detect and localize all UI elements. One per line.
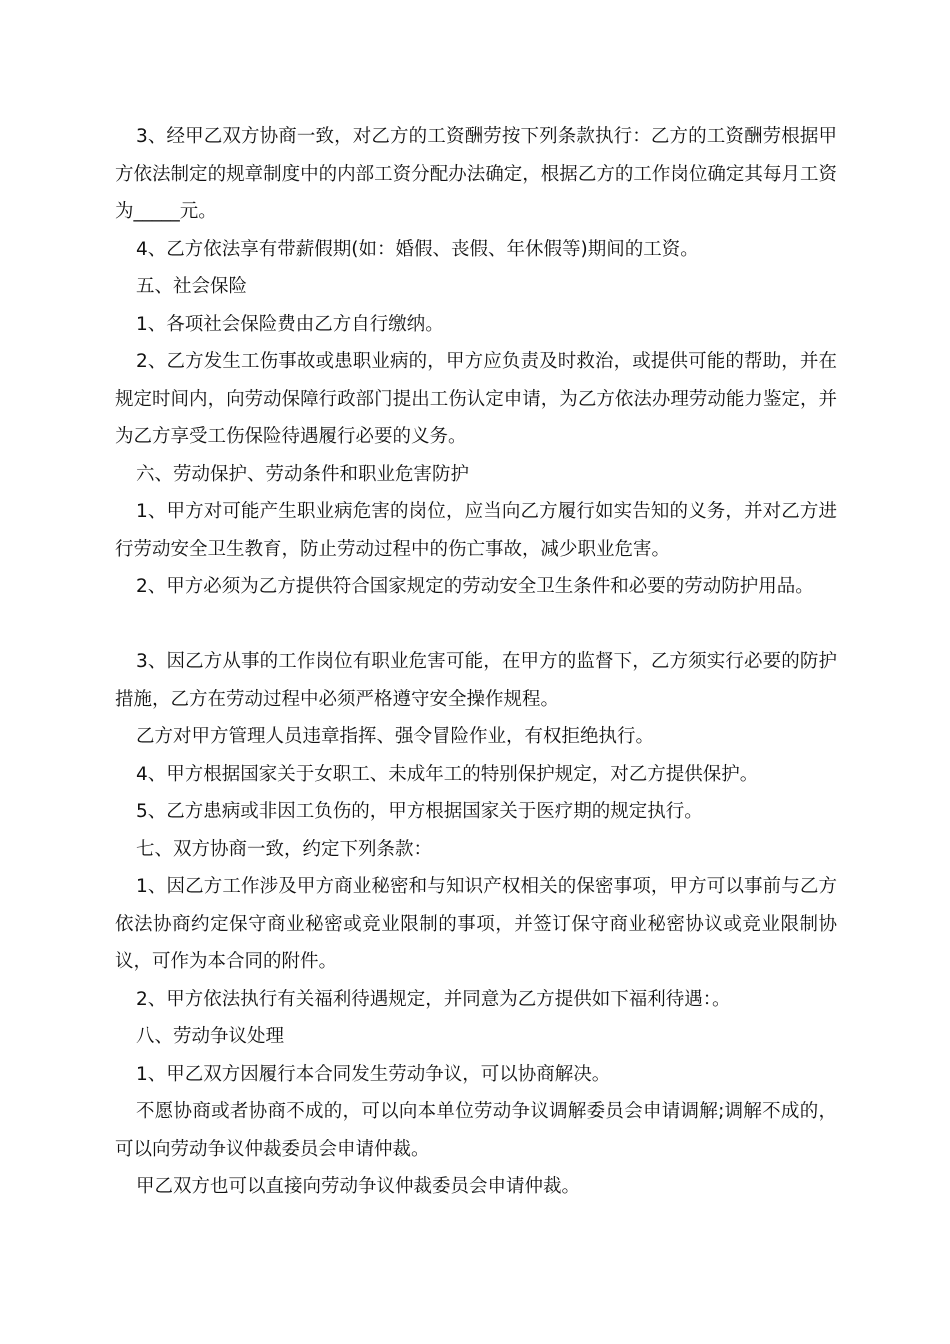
paragraph-negotiation: 1、甲乙双方因履行本合同发生劳动争议，可以协商解决。 <box>136 1063 611 1085</box>
section-heading-labor-protection: 六、劳动保护、劳动条件和职业危害防护 <box>136 463 470 485</box>
section-heading-social-insurance: 五、社会保险 <box>136 276 248 297</box>
paragraph-medical-period: 5、乙方患病或非因工负伤的，甲方根据国家关于医疗期的规定执行。 <box>136 801 703 822</box>
paragraph-safety-measures: 3、因乙方从事的工作岗位有职业危害可能，在甲方的监督下，乙方须实行必要的防护措施，乙方在劳动过程中必须严格遵守安全操作规程。 <box>115 651 837 710</box>
paragraph-spacer <box>115 606 837 644</box>
paragraph-arbitration: 甲乙双方也可以直接向劳动争议仲裁委员会申请仲裁。 <box>136 1176 581 1197</box>
paragraph-protective-equipment: 2、甲方必须为乙方提供符合国家规定的劳动安全卫生条件和必要的劳动防护用品。 <box>136 576 814 597</box>
paragraph-work-injury: 2、乙方发生工伤事故或患职业病的，甲方应负责及时救治，或提供可能的帮助，并在规定时间内，向劳动保障行政部门提出工伤认定申请，为乙方依法办理劳动能力鉴定，并为乙方享受工伤保险待遇履行必要的义务。 <box>115 351 837 447</box>
section-heading-mutual-terms: 七、双方协商一致，约定下列条款： <box>136 838 433 860</box>
paragraph-confidentiality: 1、因乙方工作涉及甲方商业秘密和与知识产权相关的保密事项，甲方可以事前与乙方依法协商约定保守商业秘密或竞业限制的事项，并签订保守商业秘密协议或竞业限制协议，可作为本合同的附件。 <box>115 876 837 972</box>
paragraph-refuse-risky-work: 乙方对甲方管理人员违章指挥、强令冒险作业，有权拒绝执行。 <box>136 726 655 747</box>
paragraph-hazard-notice: 1、甲方对可能产生职业病危害的岗位，应当向乙方履行如实告知的义务，并对乙方进行劳动安全卫生教育，防止劳动过程中的伤亡事故，减少职业危害。 <box>115 501 837 560</box>
paragraph-welfare: 2、甲方依法执行有关福利待遇规定，并同意为乙方提供如下福利待遇：。 <box>136 988 731 1010</box>
paragraph-insurance-fees: 1、各项社会保险费由乙方自行缴纳。 <box>136 313 444 335</box>
paragraph-special-protection: 4、甲方根据国家关于女职工、未成年工的特别保护规定，对乙方提供保护。 <box>136 763 759 785</box>
paragraph-mediation: 不愿协商或者协商不成的，可以向本单位劳动争议调解委员会申请调解;调解不成的，可以向劳动争议仲裁委员会申请仲裁。 <box>115 1101 837 1160</box>
paragraph-wage-terms: 3、经甲乙双方协商一致，对乙方的工资酬劳按下列条款执行：乙方的工资酬劳根据甲方依法制定的规章制度中的内部工资分配办法确定，根据乙方的工作岗位确定其每月工资为_____元。 <box>115 126 837 222</box>
section-heading-dispute-resolution: 八、劳动争议处理 <box>136 1026 285 1047</box>
document-body <box>115 118 837 1206</box>
paragraph-paid-leave: 4、乙方依法享有带薪假期(如：婚假、丧假、年休假等)期间的工资。 <box>136 238 699 260</box>
